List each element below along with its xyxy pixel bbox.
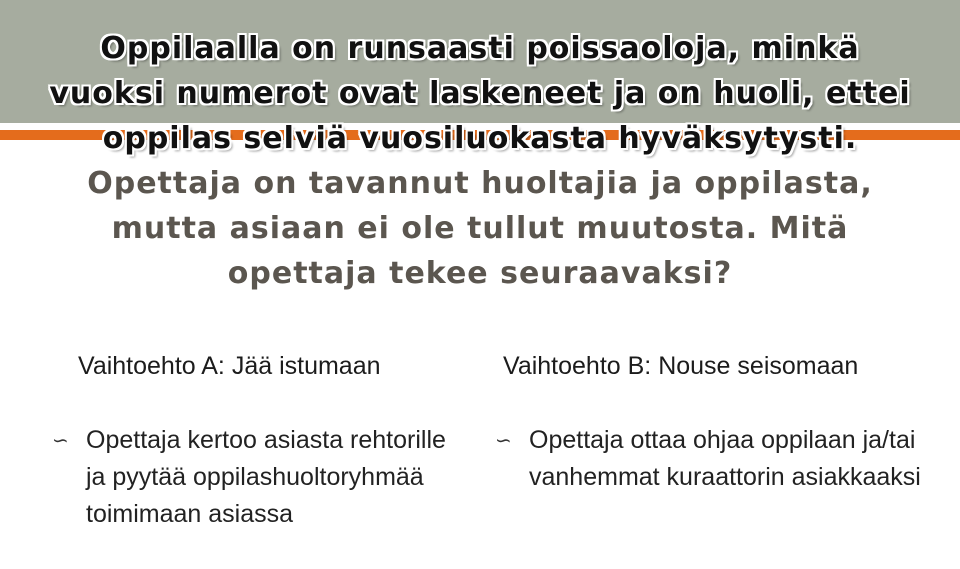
- wave-bullet-icon: ∽: [52, 428, 69, 452]
- option-b-text: Opettaja ottaa ohjaa oppilaan ja/tai vanhemmat kuraattorin asiakkaaksi: [529, 426, 921, 491]
- title-tail: Opettaja on tavannut huoltajia ja oppilasta, mutta asiaan ei ole tullut muutosta. Mitä opettaja tekee seuraavaksi?: [87, 166, 873, 291]
- slide-title: [40, 26, 920, 296]
- option-a-text: Opettaja kertoo asiasta rehtorille ja pyytää oppilashuoltoryhmää toimimaan asiassa: [86, 426, 446, 528]
- option-a-bullet: [52, 422, 452, 533]
- option-b-bullet: [495, 422, 935, 496]
- option-a-heading: Vaihtoehto A: Jää istumaan: [78, 352, 381, 380]
- title-lead: Oppilaalla on runsaasti poissaoloja, minkä vuoksi numerot ovat laskeneet ja on huoli, ettei oppilas selviä vuosiluokasta hyväksytysti.: [49, 31, 911, 156]
- wave-bullet-icon: ∽: [495, 428, 512, 452]
- option-b-heading: Vaihtoehto B: Nouse seisomaan: [503, 352, 859, 380]
